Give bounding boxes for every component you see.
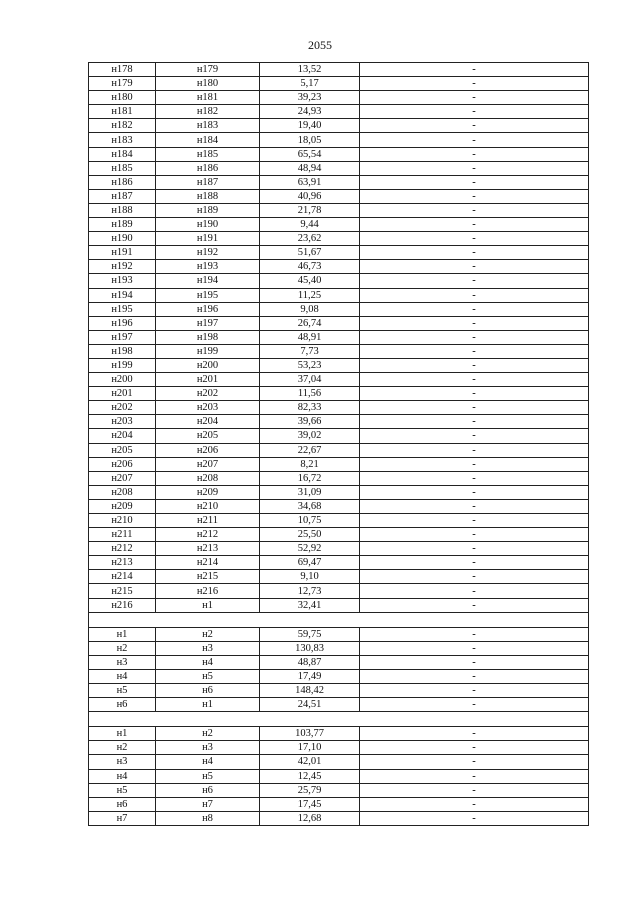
- to-point-cell: н204: [156, 415, 260, 429]
- to-point-cell: н212: [156, 528, 260, 542]
- note-cell: -: [360, 655, 589, 669]
- table-row: [89, 727, 589, 741]
- note-cell: -: [360, 584, 589, 598]
- note-cell: -: [360, 161, 589, 175]
- from-point-cell: н3: [89, 655, 156, 669]
- length-cell: 48,87: [260, 655, 360, 669]
- from-point-cell: н215: [89, 584, 156, 598]
- to-point-cell: н211: [156, 514, 260, 528]
- length-cell: 17,49: [260, 669, 360, 683]
- length-cell: 82,33: [260, 401, 360, 415]
- length-cell: 34,68: [260, 499, 360, 513]
- note-cell: -: [360, 471, 589, 485]
- to-point-cell: н200: [156, 358, 260, 372]
- table-row: [89, 316, 589, 330]
- to-point-cell: н189: [156, 203, 260, 217]
- table-row: [89, 485, 589, 499]
- from-point-cell: н4: [89, 669, 156, 683]
- table-row: [89, 514, 589, 528]
- to-point-cell: н7: [156, 797, 260, 811]
- from-point-cell: н212: [89, 542, 156, 556]
- to-point-cell: н185: [156, 147, 260, 161]
- length-cell: 31,09: [260, 485, 360, 499]
- to-point-cell: н209: [156, 485, 260, 499]
- table-row: [89, 147, 589, 161]
- note-cell: -: [360, 741, 589, 755]
- length-cell: 59,75: [260, 627, 360, 641]
- length-cell: 17,10: [260, 741, 360, 755]
- table-row: [89, 415, 589, 429]
- length-cell: 18,05: [260, 133, 360, 147]
- note-cell: -: [360, 358, 589, 372]
- note-cell: -: [360, 443, 589, 457]
- to-point-cell: н187: [156, 175, 260, 189]
- length-cell: 11,56: [260, 387, 360, 401]
- table-row: [89, 401, 589, 415]
- from-point-cell: н204: [89, 429, 156, 443]
- note-cell: -: [360, 669, 589, 683]
- table-row: [89, 387, 589, 401]
- table-row: [89, 783, 589, 797]
- note-cell: -: [360, 514, 589, 528]
- to-point-cell: н194: [156, 274, 260, 288]
- table-row: [89, 133, 589, 147]
- from-point-cell: н2: [89, 641, 156, 655]
- table-row: [89, 105, 589, 119]
- length-cell: 17,45: [260, 797, 360, 811]
- note-cell: -: [360, 373, 589, 387]
- length-cell: 25,50: [260, 528, 360, 542]
- note-cell: -: [360, 542, 589, 556]
- from-point-cell: н200: [89, 373, 156, 387]
- length-cell: 39,02: [260, 429, 360, 443]
- to-point-cell: н3: [156, 641, 260, 655]
- to-point-cell: н186: [156, 161, 260, 175]
- length-cell: 9,10: [260, 570, 360, 584]
- to-point-cell: н196: [156, 302, 260, 316]
- to-point-cell: н214: [156, 556, 260, 570]
- table-row: [89, 91, 589, 105]
- from-point-cell: н197: [89, 330, 156, 344]
- to-point-cell: н210: [156, 499, 260, 513]
- table-row: [89, 627, 589, 641]
- table-row: [89, 119, 589, 133]
- boundary-table-wrapper: [88, 62, 588, 826]
- from-point-cell: н6: [89, 797, 156, 811]
- boundary-segments-table: [88, 62, 589, 826]
- table-row: [89, 175, 589, 189]
- to-point-cell: н182: [156, 105, 260, 119]
- note-cell: -: [360, 302, 589, 316]
- to-point-cell: н191: [156, 232, 260, 246]
- note-cell: -: [360, 330, 589, 344]
- table-row: [89, 542, 589, 556]
- to-point-cell: н192: [156, 246, 260, 260]
- length-cell: 9,44: [260, 218, 360, 232]
- length-cell: 52,92: [260, 542, 360, 556]
- to-point-cell: н195: [156, 288, 260, 302]
- from-point-cell: н4: [89, 769, 156, 783]
- length-cell: 37,04: [260, 373, 360, 387]
- note-cell: -: [360, 684, 589, 698]
- block-separator-cell: [89, 612, 589, 627]
- table-row: [89, 741, 589, 755]
- length-cell: 12,45: [260, 769, 360, 783]
- to-point-cell: н206: [156, 443, 260, 457]
- note-cell: -: [360, 570, 589, 584]
- from-point-cell: н2: [89, 741, 156, 755]
- from-point-cell: н1: [89, 727, 156, 741]
- to-point-cell: н193: [156, 260, 260, 274]
- to-point-cell: н197: [156, 316, 260, 330]
- from-point-cell: н203: [89, 415, 156, 429]
- table-row: [89, 457, 589, 471]
- note-cell: -: [360, 77, 589, 91]
- length-cell: 148,42: [260, 684, 360, 698]
- to-point-cell: н207: [156, 457, 260, 471]
- from-point-cell: н198: [89, 344, 156, 358]
- table-row: [89, 769, 589, 783]
- table-row: [89, 669, 589, 683]
- table-row: [89, 260, 589, 274]
- length-cell: 65,54: [260, 147, 360, 161]
- from-point-cell: н193: [89, 274, 156, 288]
- to-point-cell: н205: [156, 429, 260, 443]
- note-cell: -: [360, 344, 589, 358]
- note-cell: -: [360, 485, 589, 499]
- length-cell: 22,67: [260, 443, 360, 457]
- length-cell: 48,91: [260, 330, 360, 344]
- note-cell: -: [360, 811, 589, 825]
- from-point-cell: н179: [89, 77, 156, 91]
- note-cell: -: [360, 175, 589, 189]
- from-point-cell: н211: [89, 528, 156, 542]
- table-row: [89, 274, 589, 288]
- note-cell: -: [360, 457, 589, 471]
- length-cell: 9,08: [260, 302, 360, 316]
- length-cell: 25,79: [260, 783, 360, 797]
- length-cell: 24,93: [260, 105, 360, 119]
- from-point-cell: н5: [89, 783, 156, 797]
- note-cell: -: [360, 755, 589, 769]
- length-cell: 53,23: [260, 358, 360, 372]
- table-row: [89, 358, 589, 372]
- length-cell: 130,83: [260, 641, 360, 655]
- from-point-cell: н6: [89, 698, 156, 712]
- from-point-cell: н178: [89, 63, 156, 77]
- length-cell: 16,72: [260, 471, 360, 485]
- note-cell: -: [360, 429, 589, 443]
- table-row: [89, 641, 589, 655]
- note-cell: -: [360, 499, 589, 513]
- table-row: [89, 443, 589, 457]
- note-cell: -: [360, 316, 589, 330]
- note-cell: -: [360, 698, 589, 712]
- table-row: [89, 499, 589, 513]
- from-point-cell: н5: [89, 684, 156, 698]
- from-point-cell: н209: [89, 499, 156, 513]
- note-cell: -: [360, 598, 589, 612]
- table-row: [89, 373, 589, 387]
- table-row: [89, 246, 589, 260]
- from-point-cell: н7: [89, 811, 156, 825]
- from-point-cell: н205: [89, 443, 156, 457]
- note-cell: -: [360, 797, 589, 811]
- to-point-cell: н181: [156, 91, 260, 105]
- table-body: [89, 63, 589, 826]
- length-cell: 19,40: [260, 119, 360, 133]
- table-row: [89, 429, 589, 443]
- from-point-cell: н192: [89, 260, 156, 274]
- from-point-cell: н180: [89, 91, 156, 105]
- note-cell: -: [360, 288, 589, 302]
- to-point-cell: н4: [156, 655, 260, 669]
- length-cell: 51,67: [260, 246, 360, 260]
- length-cell: 5,17: [260, 77, 360, 91]
- from-point-cell: н206: [89, 457, 156, 471]
- note-cell: -: [360, 91, 589, 105]
- note-cell: -: [360, 387, 589, 401]
- table-row: [89, 77, 589, 91]
- note-cell: -: [360, 627, 589, 641]
- note-cell: -: [360, 274, 589, 288]
- length-cell: 13,52: [260, 63, 360, 77]
- to-point-cell: н6: [156, 783, 260, 797]
- note-cell: -: [360, 218, 589, 232]
- length-cell: 21,78: [260, 203, 360, 217]
- block-separator-row: [89, 712, 589, 727]
- length-cell: 39,66: [260, 415, 360, 429]
- table-row: [89, 344, 589, 358]
- block-separator-row: [89, 612, 589, 627]
- from-point-cell: н207: [89, 471, 156, 485]
- length-cell: 103,77: [260, 727, 360, 741]
- length-cell: 7,73: [260, 344, 360, 358]
- length-cell: 23,62: [260, 232, 360, 246]
- table-row: [89, 528, 589, 542]
- from-point-cell: н216: [89, 598, 156, 612]
- from-point-cell: н3: [89, 755, 156, 769]
- note-cell: -: [360, 232, 589, 246]
- from-point-cell: н210: [89, 514, 156, 528]
- to-point-cell: н1: [156, 598, 260, 612]
- table-row: [89, 63, 589, 77]
- table-row: [89, 330, 589, 344]
- from-point-cell: н189: [89, 218, 156, 232]
- from-point-cell: н187: [89, 189, 156, 203]
- block-separator-cell: [89, 712, 589, 727]
- length-cell: 42,01: [260, 755, 360, 769]
- note-cell: -: [360, 133, 589, 147]
- length-cell: 24,51: [260, 698, 360, 712]
- from-point-cell: н186: [89, 175, 156, 189]
- from-point-cell: н181: [89, 105, 156, 119]
- to-point-cell: н215: [156, 570, 260, 584]
- from-point-cell: н194: [89, 288, 156, 302]
- length-cell: 46,73: [260, 260, 360, 274]
- note-cell: -: [360, 105, 589, 119]
- length-cell: 69,47: [260, 556, 360, 570]
- from-point-cell: н185: [89, 161, 156, 175]
- from-point-cell: н202: [89, 401, 156, 415]
- to-point-cell: н2: [156, 727, 260, 741]
- from-point-cell: н191: [89, 246, 156, 260]
- table-row: [89, 471, 589, 485]
- length-cell: 10,75: [260, 514, 360, 528]
- to-point-cell: н213: [156, 542, 260, 556]
- table-row: [89, 755, 589, 769]
- to-point-cell: н208: [156, 471, 260, 485]
- from-point-cell: н182: [89, 119, 156, 133]
- length-cell: 32,41: [260, 598, 360, 612]
- from-point-cell: н1: [89, 627, 156, 641]
- from-point-cell: н190: [89, 232, 156, 246]
- note-cell: -: [360, 63, 589, 77]
- note-cell: -: [360, 415, 589, 429]
- to-point-cell: н203: [156, 401, 260, 415]
- length-cell: 8,21: [260, 457, 360, 471]
- table-row: [89, 655, 589, 669]
- from-point-cell: н214: [89, 570, 156, 584]
- table-row: [89, 570, 589, 584]
- from-point-cell: н208: [89, 485, 156, 499]
- to-point-cell: н188: [156, 189, 260, 203]
- length-cell: 45,40: [260, 274, 360, 288]
- table-row: [89, 232, 589, 246]
- to-point-cell: н4: [156, 755, 260, 769]
- note-cell: -: [360, 147, 589, 161]
- to-point-cell: н5: [156, 669, 260, 683]
- table-row: [89, 288, 589, 302]
- from-point-cell: н196: [89, 316, 156, 330]
- from-point-cell: н213: [89, 556, 156, 570]
- note-cell: -: [360, 769, 589, 783]
- to-point-cell: н201: [156, 373, 260, 387]
- length-cell: 63,91: [260, 175, 360, 189]
- table-row: [89, 189, 589, 203]
- to-point-cell: н190: [156, 218, 260, 232]
- to-point-cell: н2: [156, 627, 260, 641]
- table-row: [89, 302, 589, 316]
- table-row: [89, 811, 589, 825]
- to-point-cell: н199: [156, 344, 260, 358]
- table-row: [89, 203, 589, 217]
- table-row: [89, 698, 589, 712]
- table-row: [89, 218, 589, 232]
- to-point-cell: н3: [156, 741, 260, 755]
- page-number: 2055: [308, 38, 332, 52]
- note-cell: -: [360, 260, 589, 274]
- table-row: [89, 161, 589, 175]
- from-point-cell: н188: [89, 203, 156, 217]
- note-cell: -: [360, 783, 589, 797]
- length-cell: 40,96: [260, 189, 360, 203]
- from-point-cell: н183: [89, 133, 156, 147]
- length-cell: 12,68: [260, 811, 360, 825]
- note-cell: -: [360, 727, 589, 741]
- to-point-cell: н180: [156, 77, 260, 91]
- note-cell: -: [360, 556, 589, 570]
- note-cell: -: [360, 119, 589, 133]
- table-row: [89, 684, 589, 698]
- to-point-cell: н8: [156, 811, 260, 825]
- to-point-cell: н216: [156, 584, 260, 598]
- table-row: [89, 556, 589, 570]
- note-cell: -: [360, 641, 589, 655]
- to-point-cell: н5: [156, 769, 260, 783]
- length-cell: 48,94: [260, 161, 360, 175]
- length-cell: 39,23: [260, 91, 360, 105]
- table-row: [89, 598, 589, 612]
- note-cell: -: [360, 401, 589, 415]
- to-point-cell: н198: [156, 330, 260, 344]
- note-cell: -: [360, 528, 589, 542]
- from-point-cell: н195: [89, 302, 156, 316]
- note-cell: -: [360, 189, 589, 203]
- to-point-cell: н183: [156, 119, 260, 133]
- to-point-cell: н179: [156, 63, 260, 77]
- table-row: [89, 797, 589, 811]
- to-point-cell: н1: [156, 698, 260, 712]
- table-row: [89, 584, 589, 598]
- note-cell: -: [360, 203, 589, 217]
- length-cell: 11,25: [260, 288, 360, 302]
- to-point-cell: н184: [156, 133, 260, 147]
- to-point-cell: н202: [156, 387, 260, 401]
- from-point-cell: н201: [89, 387, 156, 401]
- length-cell: 12,73: [260, 584, 360, 598]
- from-point-cell: н184: [89, 147, 156, 161]
- from-point-cell: н199: [89, 358, 156, 372]
- to-point-cell: н6: [156, 684, 260, 698]
- note-cell: -: [360, 246, 589, 260]
- length-cell: 26,74: [260, 316, 360, 330]
